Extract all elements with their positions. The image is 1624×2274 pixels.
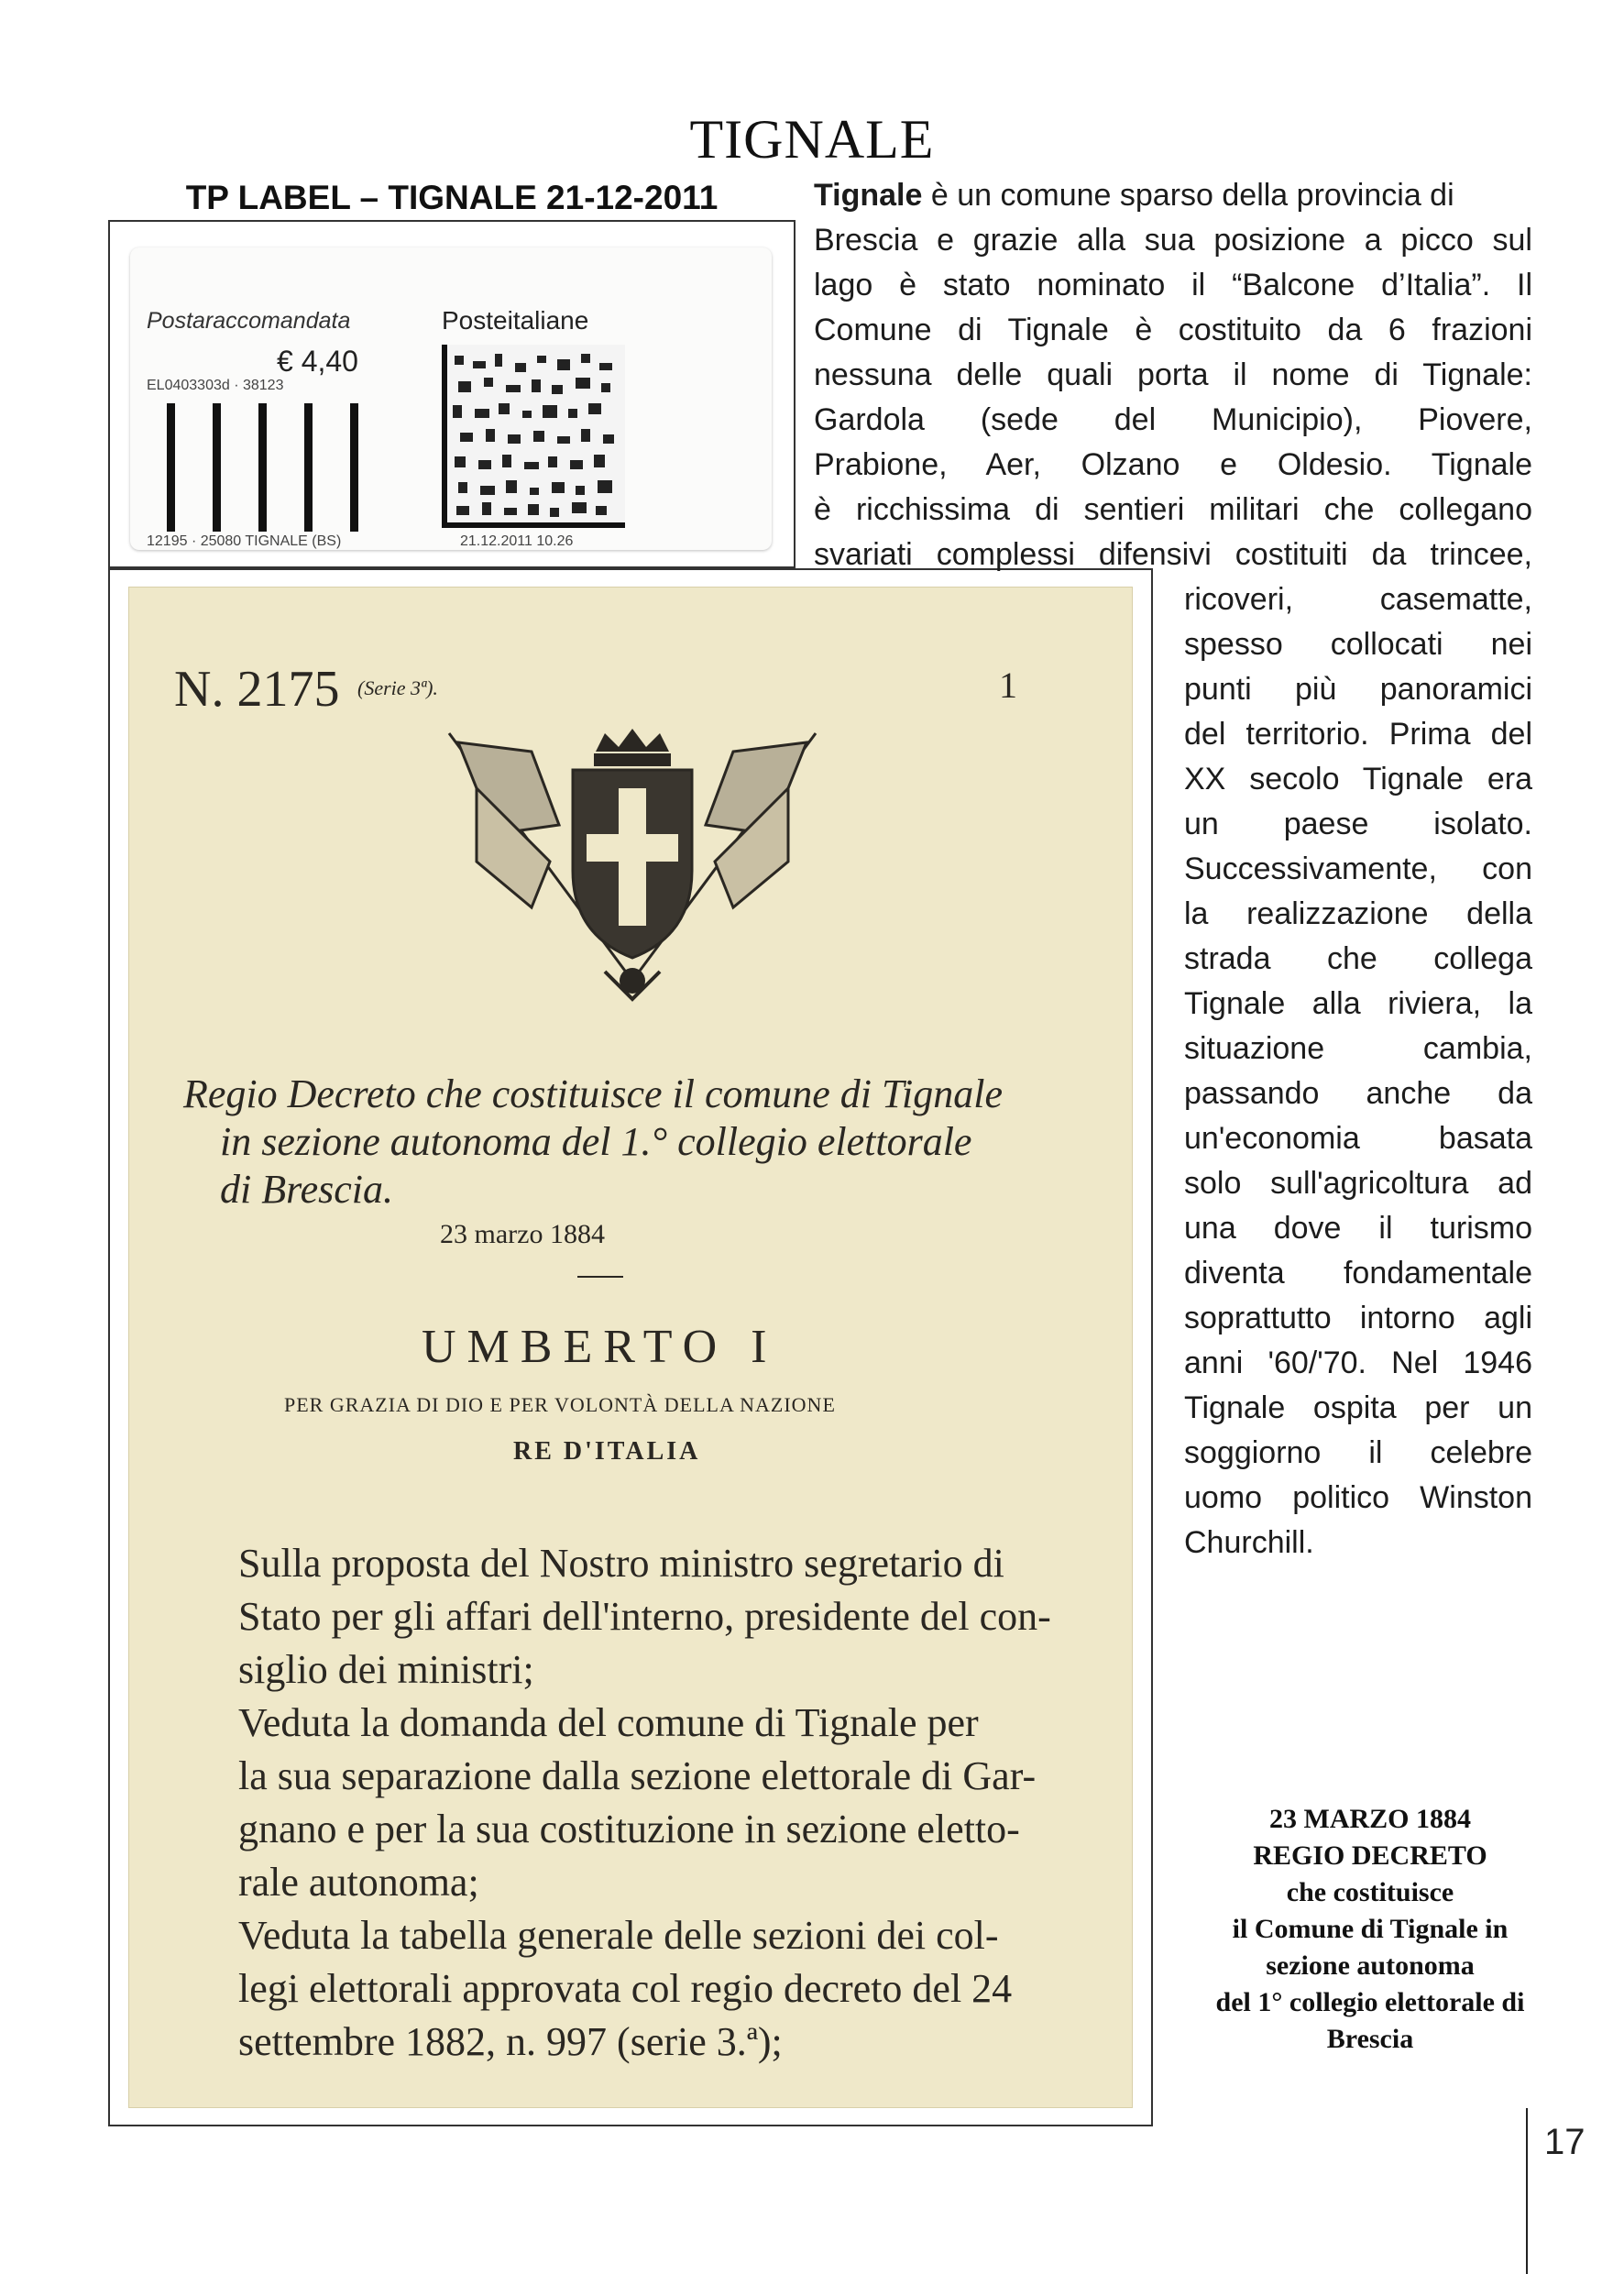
description-line: situazione cambia,: [1184, 1031, 1532, 1066]
description-line: un paese isolato.: [1184, 807, 1532, 841]
description-line: è ricchissima di sentieri militari che collegano: [814, 492, 1532, 527]
caption-line: REGIO DECRETO: [1253, 1840, 1487, 1871]
description-line: soggiorno il celebre: [1184, 1435, 1532, 1470]
description-line: anni '60/'70. Nel 1946: [1184, 1346, 1532, 1380]
description-lead: Tignale: [814, 178, 923, 213]
decree-title-line-3: di Brescia.: [220, 1167, 393, 1212]
decree-grace: PER GRAZIA DI DIO E PER VOLONTÀ DELLA NAZIONE: [284, 1393, 836, 1416]
tp-office: 12195 · 25080 TIGNALE (BS): [147, 533, 342, 549]
description-line: soprattutto intorno agli: [1184, 1301, 1532, 1335]
page-title: TIGNALE: [689, 109, 935, 170]
tp-datetime: 21.12.2011 10.26: [460, 533, 574, 549]
decree-date: 23 marzo 1884: [440, 1219, 605, 1249]
description-line: Gardola (sede del Municipio), Piovere,: [814, 402, 1532, 437]
decree-frame: [108, 568, 1153, 2126]
caption-line: il Comune di Tignale in: [1232, 1914, 1509, 1944]
description-line: diventa fondamentale: [1184, 1256, 1532, 1291]
description-line: nessuna delle quali porta il nome di Tignale:: [814, 357, 1532, 392]
decree-title-line-1: Regio Decreto che costituisce il comune di Tignale: [183, 1071, 1004, 1116]
decree-body-line: la sua separazione dalla sezione elettorale di Gar-: [238, 1753, 1037, 1798]
description-line: passando anche da: [1184, 1076, 1532, 1111]
decree-body-line: siglio dei ministri;: [238, 1647, 534, 1692]
decree-body-line: gnano e per la sua costituzione in sezione eletto-: [238, 1807, 1020, 1851]
tp-datamatrix-icon: [442, 345, 625, 528]
decree-body-line: settembre 1882, n. 997 (serie 3.ª);: [238, 2019, 783, 2064]
description-line: Successivamente, con: [1184, 851, 1532, 886]
page-number-rule: [1526, 2108, 1528, 2274]
description-line: ricoveri, casematte,: [1184, 582, 1532, 617]
decree-title-line-2: in sezione autonoma del 1.° collegio elettorale: [220, 1119, 972, 1164]
description-line: Tignale alla riviera, la: [1184, 986, 1532, 1021]
description-line-text: è un comune sparso della provincia di: [922, 178, 1454, 213]
description-line: del territorio. Prima del: [1184, 717, 1532, 752]
tp-label-heading: TP LABEL – TIGNALE 21-12-2011: [185, 179, 719, 216]
decree-divider: [577, 1276, 623, 1278]
decree-body-line: Stato per gli affari dell'interno, presidente del con-: [238, 1594, 1051, 1639]
description-line: Tignale ospita per un: [1184, 1390, 1532, 1425]
description-line: strada che collega: [1184, 941, 1532, 976]
tp-barcode: [167, 403, 387, 532]
decree-body-line: Veduta la domanda del comune di Tignale per: [238, 1700, 979, 1745]
decree-series: (Serie 3ª).: [357, 676, 438, 699]
decree-scan: [128, 587, 1133, 2108]
decree-page-num: 1: [999, 665, 1017, 706]
decree-king: UMBERTO I: [422, 1321, 778, 1373]
description-line: un'economia basata: [1184, 1121, 1532, 1156]
tp-price: € 4,40: [277, 345, 358, 378]
description-line: uomo politico Winston: [1184, 1480, 1532, 1515]
description-line: Brescia e grazie alla sua posizione a picco sul: [814, 223, 1532, 258]
description-line: una dove il turismo: [1184, 1211, 1532, 1246]
savoy-coat-of-arms-icon: [422, 715, 843, 1017]
tp-label: [130, 247, 772, 550]
caption-line: che costituisce: [1286, 1877, 1454, 1907]
description-line: la realizzazione della: [1184, 896, 1532, 931]
description-line: XX secolo Tignale era: [1184, 762, 1532, 796]
description-line: spesso collocati nei: [1184, 627, 1532, 662]
description-line: Prabione, Aer, Olzano e Oldesio. Tignale: [814, 447, 1532, 482]
description-line: Comune di Tignale è costituito da 6 frazioni: [814, 313, 1532, 347]
description-line: Churchill.: [1184, 1525, 1314, 1560]
caption-line: sezione autonoma: [1266, 1950, 1475, 1981]
description-line: svariati complessi difensivi costituiti da trincee,: [814, 537, 1532, 572]
decree-re: RE D'ITALIA: [513, 1437, 701, 1466]
decree-body-line: Sulla proposta del Nostro ministro segretario di: [238, 1541, 1004, 1586]
decree-body-line: Veduta la tabella generale delle sezioni dei col-: [238, 1913, 999, 1958]
decree-body-line: legi elettorali approvata col regio decreto del 24: [238, 1966, 1013, 2011]
tp-service: Postaraccomandata: [147, 308, 351, 334]
description-line: [814, 178, 1454, 214]
description-line: lago è stato nominato il “Balcone d’Italia”. Il: [814, 268, 1532, 302]
tp-brand: Posteitaliane: [442, 306, 589, 335]
decree-number: N. 2175: [174, 661, 340, 718]
description-line: solo sull'agricoltura ad: [1184, 1166, 1532, 1201]
caption-line: 23 MARZO 1884: [1269, 1804, 1471, 1834]
tp-label-frame: [108, 220, 796, 568]
decree-body-line: rale autonoma;: [238, 1860, 479, 1905]
page-number: 17: [1544, 2122, 1586, 2162]
caption-line: del 1° collegio elettorale di: [1215, 1987, 1525, 2017]
tp-code: EL0403303d · 38123: [147, 378, 284, 393]
description-line: punti più panoramici: [1184, 672, 1532, 707]
caption-line: Brescia: [1326, 2024, 1414, 2054]
